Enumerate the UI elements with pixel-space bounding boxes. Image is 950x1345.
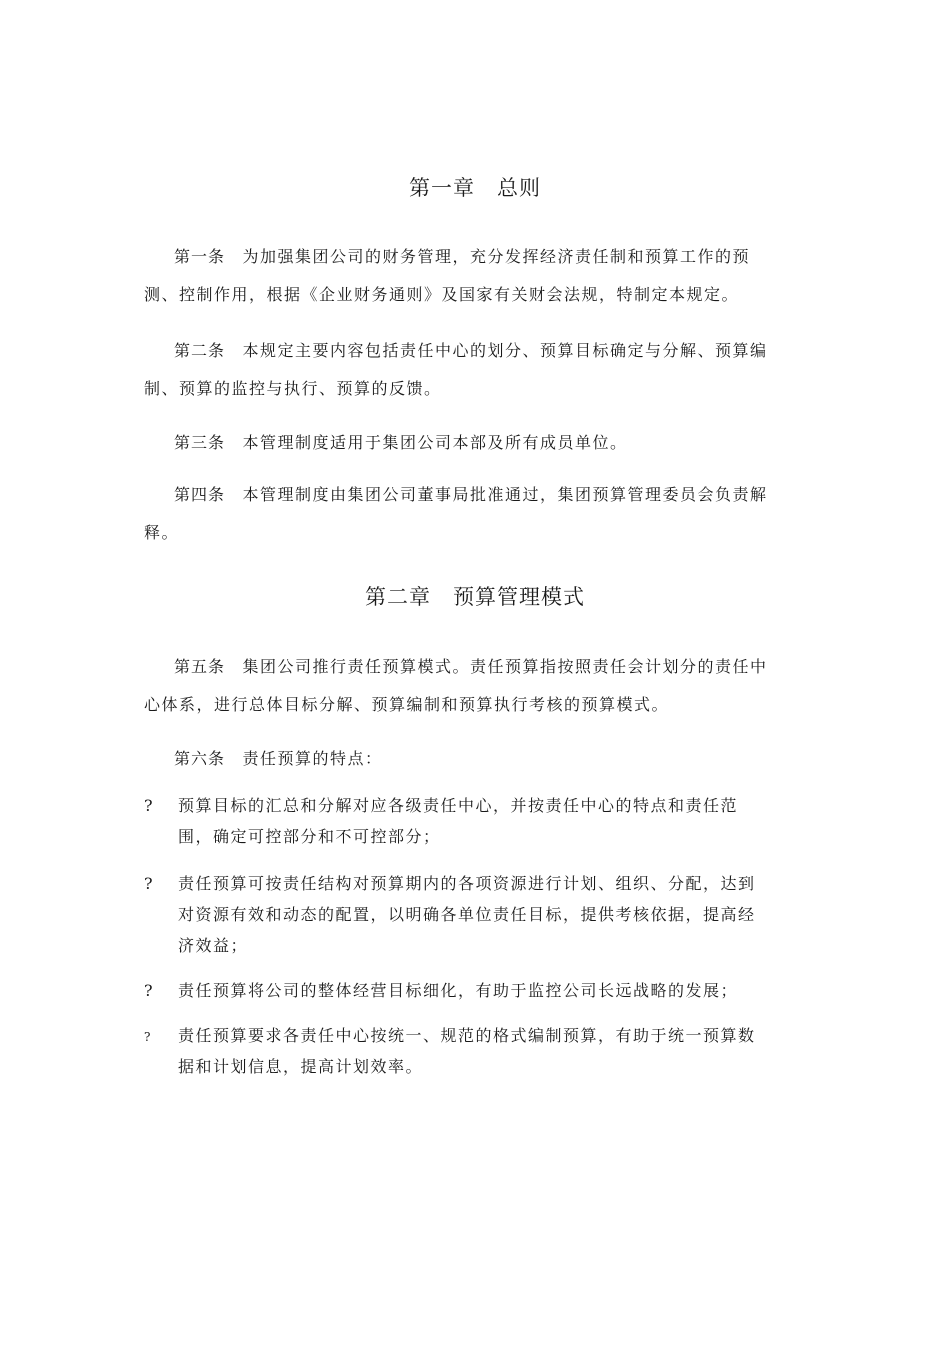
article-text: 集团公司推行责任预算模式。责任预算指按照责任会计划分的责任中心体系，进行总体目标分解、预算编制和预算执行考核的预算模式。 <box>144 657 768 714</box>
article-5 <box>144 648 769 724</box>
bullet-text: 责任预算可按责任结构对预算期内的各项资源进行计划、组织、分配，达到对资源有效和动态的配置，以明确各单位责任目标，提供考核依据，提高经济效益； <box>178 874 756 955</box>
article-text: 本规定主要内容包括责任中心的划分、预算目标确定与分解、预算编制、预算的监控与执行、预算的反馈。 <box>144 341 768 398</box>
article-text: 本管理制度适用于集团公司本部及所有成员单位。 <box>242 433 628 452</box>
article-4 <box>144 476 769 552</box>
chapter-1-title: 第一章 总则 <box>409 176 541 200</box>
bullet-marker: ? <box>144 874 155 893</box>
article-text: 本管理制度由集团公司董事局批准通过，集团预算管理委员会负责解释。 <box>144 485 768 542</box>
article-label: 第六条 <box>174 749 226 768</box>
bullet-text: 责任预算将公司的整体经营目标细化，有助于监控公司长远战略的发展； <box>178 981 739 1000</box>
article-3 <box>144 424 769 462</box>
bullet-item-4 <box>144 1020 769 1082</box>
article-label: 第二条 <box>174 341 226 360</box>
chapter-2-title: 第二章 预算管理模式 <box>365 585 585 609</box>
bullet-text: 预算目标的汇总和分解对应各级责任中心，并按责任中心的特点和责任范围，确定可控部分和不可控部分； <box>178 796 739 846</box>
bullet-marker: ? <box>144 796 155 815</box>
article-label: 第三条 <box>174 433 226 452</box>
article-1 <box>144 238 769 314</box>
article-label: 第一条 <box>174 247 226 266</box>
article-label: 第四条 <box>174 485 226 504</box>
bullet-item-2 <box>144 868 769 961</box>
article-6 <box>144 740 769 778</box>
article-2 <box>144 332 769 408</box>
bullet-marker: ? <box>144 1030 152 1044</box>
article-label: 第五条 <box>174 657 226 676</box>
article-text: 责任预算的特点： <box>242 749 383 768</box>
article-text: 为加强集团公司的财务管理，充分发挥经济责任制和预算工作的预测、控制作用，根据《企业财务通则》及国家有关财会法规，特制定本规定。 <box>144 247 751 304</box>
bullet-marker: ? <box>144 981 155 1000</box>
bullet-item-3 <box>144 975 769 1006</box>
bullet-item-1 <box>144 790 769 852</box>
bullet-text: 责任预算要求各责任中心按统一、规范的格式编制预算，有助于统一预算数据和计划信息，提高计划效率。 <box>178 1026 756 1076</box>
